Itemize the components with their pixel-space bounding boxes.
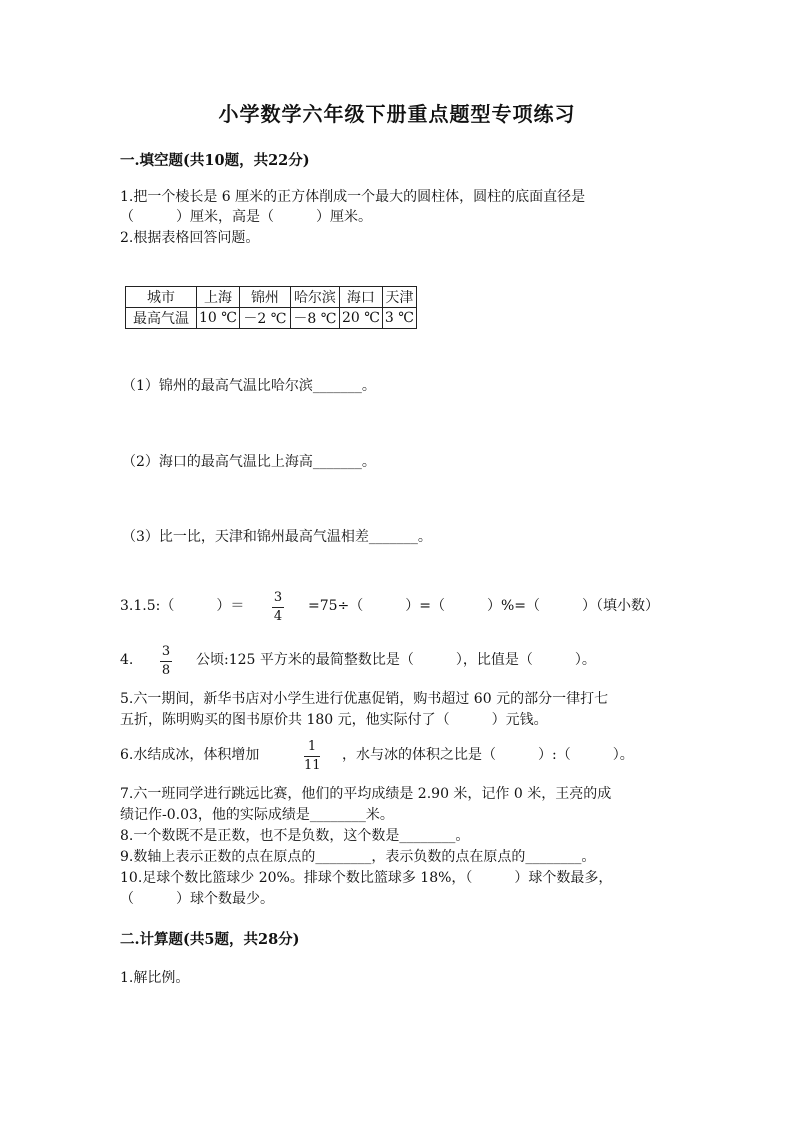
question-10-line-1: 10.足球个数比篮球少 20%。排球个数比篮球多 18%，（ ）球个数最多， [120,870,613,886]
table-cell: 10 ℃ [197,308,240,329]
question-7-line-2: 绩记作-0.03，他的实际成绩是________米。 [120,807,394,823]
table-cell: 海口 [339,287,382,308]
question-2-intro: 2.根据表格回答问题。 [120,230,260,246]
table-cell: 20 ℃ [339,308,382,329]
table-cell: 天津 [382,287,416,308]
question-9: 9.数轴上表示正数的点在原点的________，表示负数的点在原点的________。 [120,849,596,865]
question-1-line-2: （ ）厘米，高是（ ）厘米。 [120,209,372,225]
question-3-left: 3.1.5:（ ）＝ [120,598,245,614]
fraction-bar [272,607,284,608]
table-cell: 锦州 [239,287,290,308]
question-7-line-1: 7.六一班同学进行跳远比赛，他们的平均成绩是 2.90 米，记作 0 米，王亮的成 [120,786,612,802]
table-cell: 城市 [126,287,197,308]
fraction-denominator: 8 [161,663,171,678]
question-1-line-1: 1.把一个棱长是 6 厘米的正方体削成一个最大的圆柱体，圆柱的底面直径是 [120,189,586,205]
question-2-sub-1: （1）锦州的最高气温比哈尔滨_______。 [122,378,376,394]
question-3-right: =75÷（ ）=（ ）%=（ ）（填小数） [308,598,660,614]
fraction-bar [304,756,320,757]
question-4-fraction [160,644,172,679]
temperature-table [125,286,417,329]
question-4-left: 4. [120,652,134,668]
question-6-left: 6.水结成冰，体积增加 [120,747,260,763]
fraction-bar [160,661,172,662]
fraction-denominator: 11 [304,758,321,773]
question-6-fraction [304,739,320,774]
fraction-numerator: 3 [273,590,283,605]
question-5-line-1: 5.六一期间，新华书店对小学生进行优惠促销，购书超过 60 元的部分一律打七 [120,691,609,707]
table-cell: －8 ℃ [290,308,339,329]
question-4-right: 公顷:125 平方米的最简整数比是（ ），比值是（ ）。 [196,652,596,668]
question-2-sub-2: （2）海口的最高气温比上海高_______。 [122,454,376,470]
calc-question-1: 1.解比例。 [120,970,190,986]
table-cell: 上海 [197,287,240,308]
section-2-heading: 二.计算题(共5题，共28分) [120,931,300,948]
table-header-row [126,287,417,308]
question-8: 8.一个数既不是正数，也不是负数，这个数是________。 [120,828,470,844]
question-5-line-2: 五折，陈明购买的图书原价共 180 元，他实际付了（ ）元钱。 [120,712,548,728]
table-row [126,308,417,329]
fraction-numerator: 3 [161,644,171,659]
question-6-right: ，水与冰的体积之比是（ ）:（ ）。 [342,747,634,763]
question-2-sub-3: （3）比一比，天津和锦州最高气温相差_______。 [122,529,432,545]
question-3-fraction [272,590,284,625]
section-1-heading: 一.填空题(共10题，共22分) [120,152,310,169]
fraction-numerator: 1 [307,739,317,754]
table-cell: 3 ℃ [382,308,416,329]
page-title: 小学数学六年级下册重点题型专项练习 [218,102,576,126]
table-cell: 最高气温 [126,308,197,329]
question-10-line-2: （ ）球个数最少。 [120,891,274,907]
table-cell: －2 ℃ [239,308,290,329]
table-cell: 哈尔滨 [290,287,339,308]
fraction-denominator: 4 [273,609,283,624]
